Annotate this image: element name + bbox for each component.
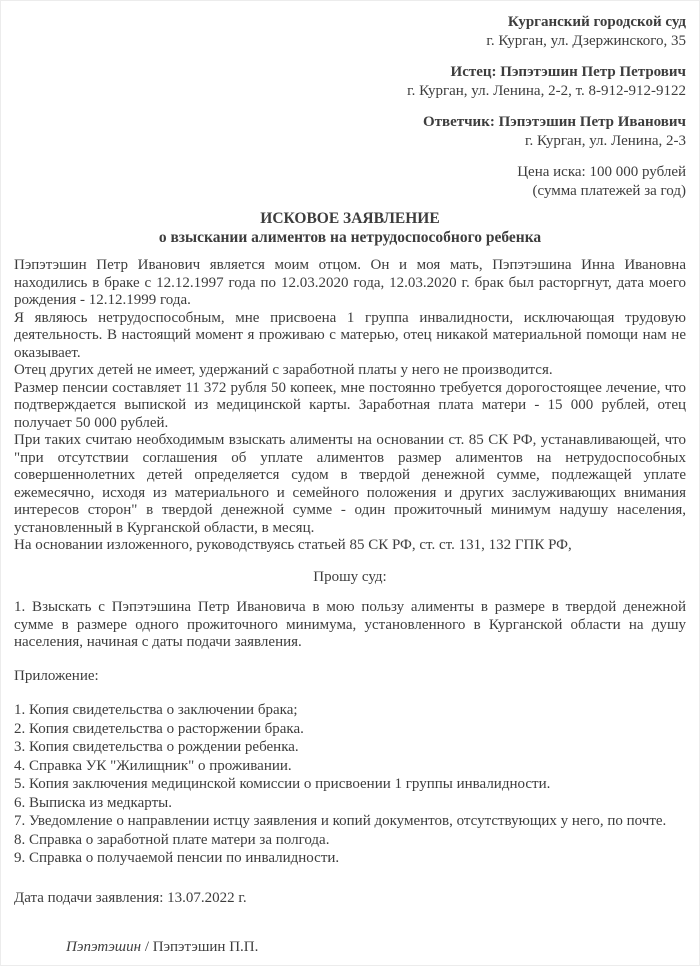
request-heading: Прошу суд:: [313, 568, 387, 585]
attachment-item: 8. Справка о заработной плате матери за полгода.: [14, 831, 330, 848]
attachment-item: 7. Уведомление о направлении истцу заявления и копий документов, отсутствующих у него, по почте.: [14, 813, 667, 829]
signature-handwritten: Пэпэтэшин: [66, 939, 142, 955]
claim-price-note: (сумма платежей за год): [532, 183, 686, 199]
signature-line: [66, 939, 686, 957]
plaintiff-line: Истец: Пэпэтэшин Петр Петрович: [450, 64, 686, 80]
body-paragraph: При таких считаю необходимым взыскать алименты на основании ст. 85 СК РФ, устанавливающей, что "при отсутствии соглашения об уплате алиментов размер алиментов на нетрудоспособных совершеннолетних детей определяется судом в твердой денежной сумме, подлежащей уплате ежемесячно, исходя из материального и семейного положения и других заслуживающих внимания интересов сторон" в твердой денежной сумме - один прожиточный минимум надушу населения, установленный в Курганской области, в месяц.: [14, 432, 686, 536]
body-paragraph: Отец других детей не имеет, удержаний с заработной платы у него не производится.: [14, 362, 553, 378]
court-address: г. Курган, ул. Дзержинского, 35: [486, 33, 686, 49]
attachment-item: 3. Копия свидетельства о рождении ребенка.: [14, 739, 299, 755]
request-item: 1. Взыскать с Пэпэтэшина Петр Ивановича в мою пользу алименты в размере в твердой денежной сумме в размере одного прожиточного минимума, установленного в Курганской области на душу населения, начиная с даты подачи заявления.: [14, 599, 686, 650]
body-paragraph: На основании изложенного, руководствуясь статьей 85 СК РФ, ст. ст. 131, 132 ГПК РФ,: [14, 537, 572, 553]
signature-printed: / Пэпэтэшин П.П.: [141, 939, 259, 955]
attachment-item: 1. Копия свидетельства о заключении брака;: [14, 702, 298, 718]
body-paragraph: Пэпэтэшин Петр Иванович является моим отцом. Он и моя мать, Пэпэтэшина Инна Ивановна находились в браке с 12.12.1997 года по 12.03.2020 года, 12.03.2020 г. брак был расторгнут, дата моего рождения - 12.12.1999 года.: [14, 257, 686, 308]
attachment-item: 4. Справка УК "Жилищник" о проживании.: [14, 757, 292, 774]
attachment-item: 9. Справка о получаемой пенсии по инвалидности.: [14, 850, 340, 866]
attachments-heading: Приложение:: [14, 667, 99, 684]
document-title-block: [14, 209, 686, 247]
attachments-list: [14, 701, 686, 868]
attachment-item: 5. Копия заключения медицинской комиссии о присвоении 1 группы инвалидности.: [14, 776, 551, 792]
defendant-address: г. Курган, ул. Ленина, 2-3: [525, 133, 686, 149]
attachment-item: 6. Выписка из медкарты.: [14, 794, 172, 811]
court-name: Курганский городской суд: [507, 14, 686, 30]
body-paragraph: Я являюсь нетрудоспособным, мне присвоена 1 группа инвалидности, исключающая трудовую деятельность. В настоящий момент я проживаю с матерью, отец никакой материальной помощи нам не оказывает.: [14, 309, 686, 361]
document-title: ИСКОВОЕ ЗАЯВЛЕНИЕ: [260, 210, 440, 227]
request-section: [14, 599, 686, 652]
document-subtitle: о взыскании алиментов на нетрудоспособного ребенка: [158, 229, 542, 246]
filing-date: Дата подачи заявления: 13.07.2022 г.: [14, 889, 247, 906]
plaintiff-address: г. Курган, ул. Ленина, 2-2, т. 8-912-912-9122: [407, 83, 686, 99]
attachment-item: 2. Копия свидетельства о расторжении брака.: [14, 720, 304, 737]
statement-body: [14, 257, 686, 555]
claim-price-line: Цена иска: 100 000 рублей: [517, 164, 686, 180]
body-paragraph: Размер пенсии составляет 11 372 рубля 50 копеек, мне постоянно требуется дорогостоящее лечение, что подтверждается выпиской из медицинской карты. Заработная плата матери - 15 000 рублей, отец получает 50 000 рублей.: [14, 379, 686, 431]
document-header: [14, 13, 686, 201]
defendant-line: Ответчик: Пэпэтэшин Петр Иванович: [422, 114, 686, 130]
